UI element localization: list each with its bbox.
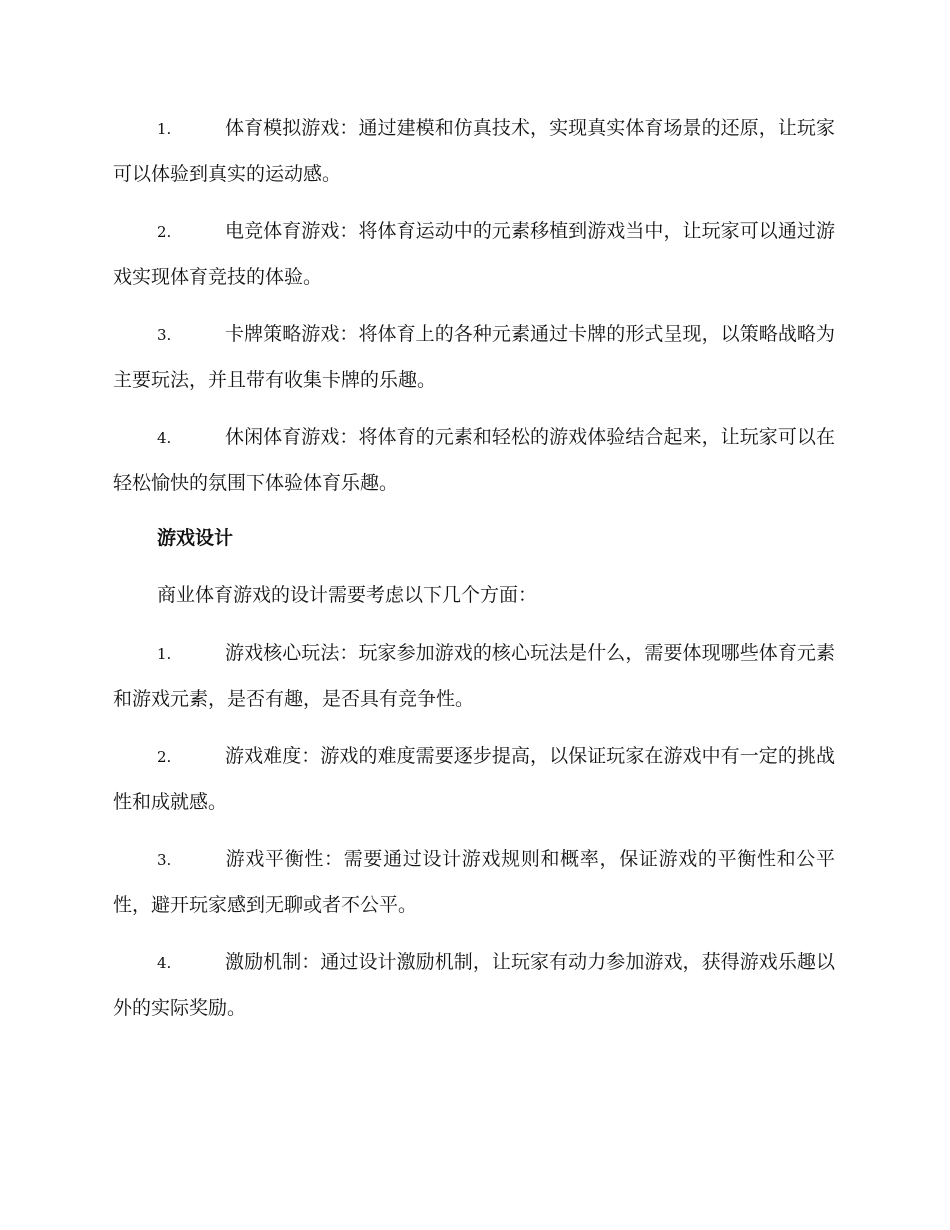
list-number: 4. (157, 954, 172, 972)
list-number: 4. (157, 429, 172, 447)
list-number: 2. (157, 223, 172, 241)
list-number: 1. (157, 120, 172, 138)
list-number: 1. (157, 645, 172, 663)
list-item (113, 631, 835, 721)
section-heading: 游戏设计 (157, 527, 234, 549)
list-item (113, 940, 835, 1030)
list-number: 2. (157, 748, 172, 766)
list-item-text: 激励机制：通过设计激励机制，让玩家有动力参加游戏，获得游戏乐趣以外的实际奖励。 (113, 951, 835, 1019)
section-intro: 商业体育游戏的设计需要考虑以下几个方面： (157, 584, 538, 606)
list-item (113, 106, 835, 196)
list-number: 3. (157, 326, 172, 344)
list-item (113, 312, 835, 402)
list-item (113, 209, 835, 299)
game-types-list (113, 106, 835, 505)
list-number: 3. (157, 851, 172, 869)
list-item-text: 卡牌策略游戏：将体育上的各种元素通过卡牌的形式呈现，以策略战略为主要玩法，并且带有收集卡牌的乐趣。 (113, 323, 835, 391)
list-item (113, 734, 835, 824)
list-item-text: 休闲体育游戏：将体育的元素和轻松的游戏体验结合起来，让玩家可以在轻松愉快的氛围下体验体育乐趣。 (113, 426, 835, 494)
list-item-text: 游戏平衡性：需要通过设计游戏规则和概率，保证游戏的平衡性和公平性，避开玩家感到无聊或者不公平。 (113, 848, 835, 916)
list-item-text: 游戏核心玩法：玩家参加游戏的核心玩法是什么，需要体现哪些体育元素和游戏元素，是否有趣，是否具有竞争性。 (113, 642, 835, 710)
list-item (113, 415, 835, 505)
design-aspects-list (113, 631, 835, 1030)
list-item (113, 837, 835, 927)
list-item-text: 游戏难度：游戏的难度需要逐步提高，以保证玩家在游戏中有一定的挑战性和成就感。 (113, 745, 835, 813)
list-item-text: 电竞体育游戏：将体育运动中的元素移植到游戏当中，让玩家可以通过游戏实现体育竞技的体验。 (113, 220, 835, 288)
list-item-text: 体育模拟游戏：通过建模和仿真技术，实现真实体育场景的还原，让玩家可以体验到真实的运动感。 (113, 117, 835, 185)
